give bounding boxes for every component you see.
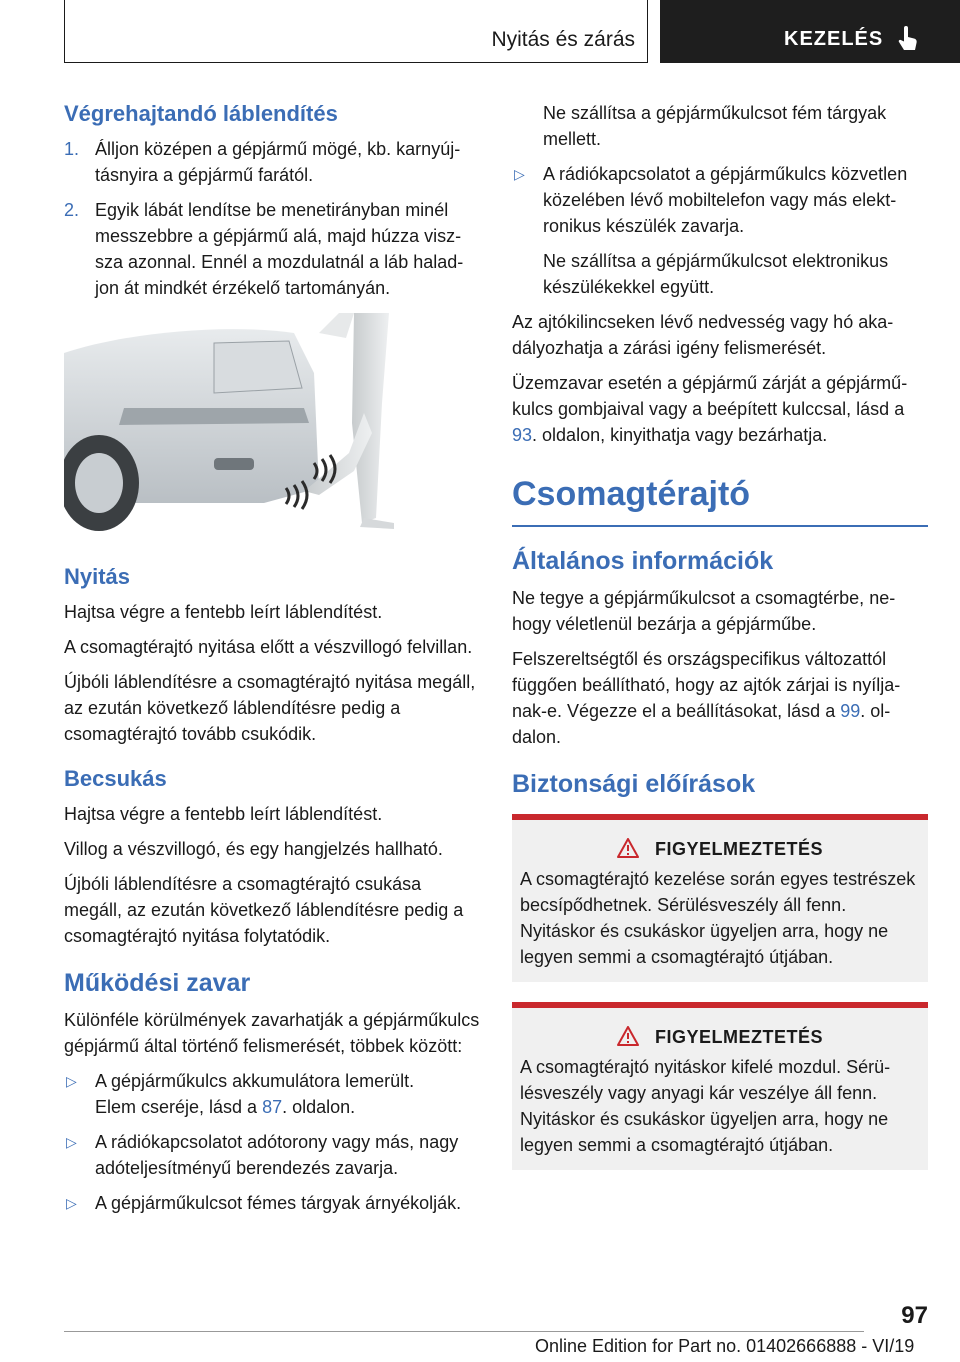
general-info-heading: Általános információk — [512, 547, 774, 575]
warning-text: A csomagtérajtó kezelése során egyes testrészek becsípődhetnek. Sérülésveszély áll fenn. Nyitáskor és csukáskor ügyeljen arra, hogy ne legyen semmi a csomagtérajtó útjában. — [520, 869, 916, 967]
list-item-subtext: Elem cseréje, lásd a 87. oldalon. — [95, 1097, 356, 1117]
list-continuation: Ne szállítsa a gépjárműkulcsot fém tárgyak mellett. — [543, 103, 887, 149]
paragraph: Üzemzavar esetén a gépjármű zárját a gépjárműkulcs gombjaival vagy a beépített kulccsal, lásd a 93. oldalon, kinyithatja vagy bezárhatja. — [512, 373, 908, 445]
list-item — [512, 161, 928, 239]
list-item — [64, 1129, 480, 1181]
warning-box — [512, 1002, 928, 1170]
page-number: 97 — [901, 1302, 928, 1329]
warning-triangle-icon — [617, 1026, 639, 1046]
hand-pointer-icon — [897, 26, 919, 52]
list-item-text: A gépjárműkulcs akkumulátora lemerült. — [95, 1071, 415, 1091]
paragraph: Újbóli láblendítésre a csomagtérajtó csukása megáll, az ezután következő láblendítésre pedig a csomagtérajtó nyitása folytatódik. — [64, 874, 464, 946]
warning-text: A csomagtérajtó nyitáskor kifelé mozdul. Sérülésveszély vagy anyagi kár veszélye áll fenn. Nyitáskor és csukáskor ügyeljen arra, hogy ne legyen semmi a csomagtérajtó útjában. — [520, 1057, 891, 1155]
page-link[interactable]: 93 — [512, 425, 533, 445]
opening-heading: Nyitás — [64, 564, 131, 589]
step-text: Álljon középen a gépjármű mögé, kb. karnyújtásnyira a gépjármű farától. — [95, 139, 461, 185]
list-item-text: A gépjárműkulcsot fémes tárgyak árnyékolják. — [95, 1193, 462, 1213]
list-item — [64, 1068, 480, 1120]
list-continuation: Ne szállítsa a gépjárműkulcsot elektronikus készülékekkel együtt. — [543, 251, 889, 297]
paragraph: Különféle körülmények zavarhatják a gépjárműkulcs gépjármű által történő felismerését, többek között: — [64, 1010, 480, 1056]
header-section-box — [64, 0, 648, 63]
list-item — [64, 1190, 480, 1216]
malfunction-heading: Működési zavar — [64, 969, 251, 997]
paragraph: Hajtsa végre a fentebb leírt láblendítést. — [64, 804, 383, 824]
chapter-heading: Csomagtérajtó — [512, 475, 751, 513]
triangle-bullet-icon: ▷ — [66, 1073, 77, 1089]
paragraph: Felszereltségtől és országspecifikus változattól függően beállítható, hogy az ajtók zárjai is nyíljanak-e. Végezze el a beállításokat, lásd a 99. oldalon. — [512, 649, 901, 747]
footer-edition: Online Edition for Part no. 01402666888 - VI/19 — [535, 1336, 915, 1356]
chapter-tab — [660, 0, 960, 63]
triangle-bullet-icon: ▷ — [66, 1134, 77, 1150]
warning-title: FIGYELMEZTETÉS — [520, 1026, 920, 1048]
chapter-tab-label: KEZELÉS — [784, 28, 884, 50]
paragraph: A csomagtérajtó nyitása előtt a vészvillogó felvillan. — [64, 637, 473, 657]
paragraph: Ne tegye a gépjárműkulcsot a csomagtérbe, nehogy véletlenül bezárja a gépjárműbe. — [512, 588, 896, 634]
warning-box — [512, 814, 928, 982]
page-link[interactable]: 87 — [262, 1097, 283, 1117]
section-title: Nyitás és zárás — [491, 28, 635, 51]
step-number: 2. — [64, 200, 80, 220]
page-link[interactable]: 99 — [840, 701, 861, 721]
heading-rule — [512, 525, 928, 527]
steps-heading: Végrehajtandó láblendítés — [64, 101, 338, 126]
list-item-text: A rádiókapcsolatot adótorony vagy más, nagy adóteljesítményű berendezés zavarja. — [95, 1132, 459, 1178]
left-column — [64, 100, 480, 1225]
step-item — [64, 136, 480, 188]
paragraph: Hajtsa végre a fentebb leírt láblendítést. — [64, 602, 383, 622]
list-item-text: A rádiókapcsolatot a gépjárműkulcs közvetlen közelében lévő mobiltelefon vagy más elektronikus készülék zavarja. — [543, 164, 908, 236]
triangle-bullet-icon: ▷ — [66, 1195, 77, 1211]
warning-title: FIGYELMEZTETÉS — [520, 838, 920, 860]
paragraph: Villog a vészvillogó, és egy hangjelzés hallható. — [64, 839, 443, 859]
step-item — [64, 197, 480, 301]
triangle-bullet-icon: ▷ — [514, 166, 525, 182]
closing-heading: Becsukás — [64, 766, 167, 791]
step-number: 1. — [64, 139, 80, 159]
paragraph: Újbóli láblendítésre a csomagtérajtó nyitása megáll, az ezután következő láblendítésre pedig a csomagtérajtó tovább csukódik. — [64, 672, 476, 744]
warning-triangle-icon — [617, 838, 639, 858]
right-column — [512, 100, 928, 1190]
step-text: Egyik lábát lendítse be menetirányban minél messzebbre a gépjármű alá, majd húzza viszsza azonnal. Ennél a mozdulatnál a láb haladjon át mindkét érzékelő tartományán. — [95, 200, 464, 298]
safety-heading: Biztonsági előírások — [512, 770, 756, 798]
footer-divider — [64, 1331, 864, 1332]
paragraph: Az ajtókilincseken lévő nedvesség vagy hó akadályozhatja a zárási igény felismerését. — [512, 312, 894, 358]
kick-sensor-illustration — [64, 313, 400, 533]
